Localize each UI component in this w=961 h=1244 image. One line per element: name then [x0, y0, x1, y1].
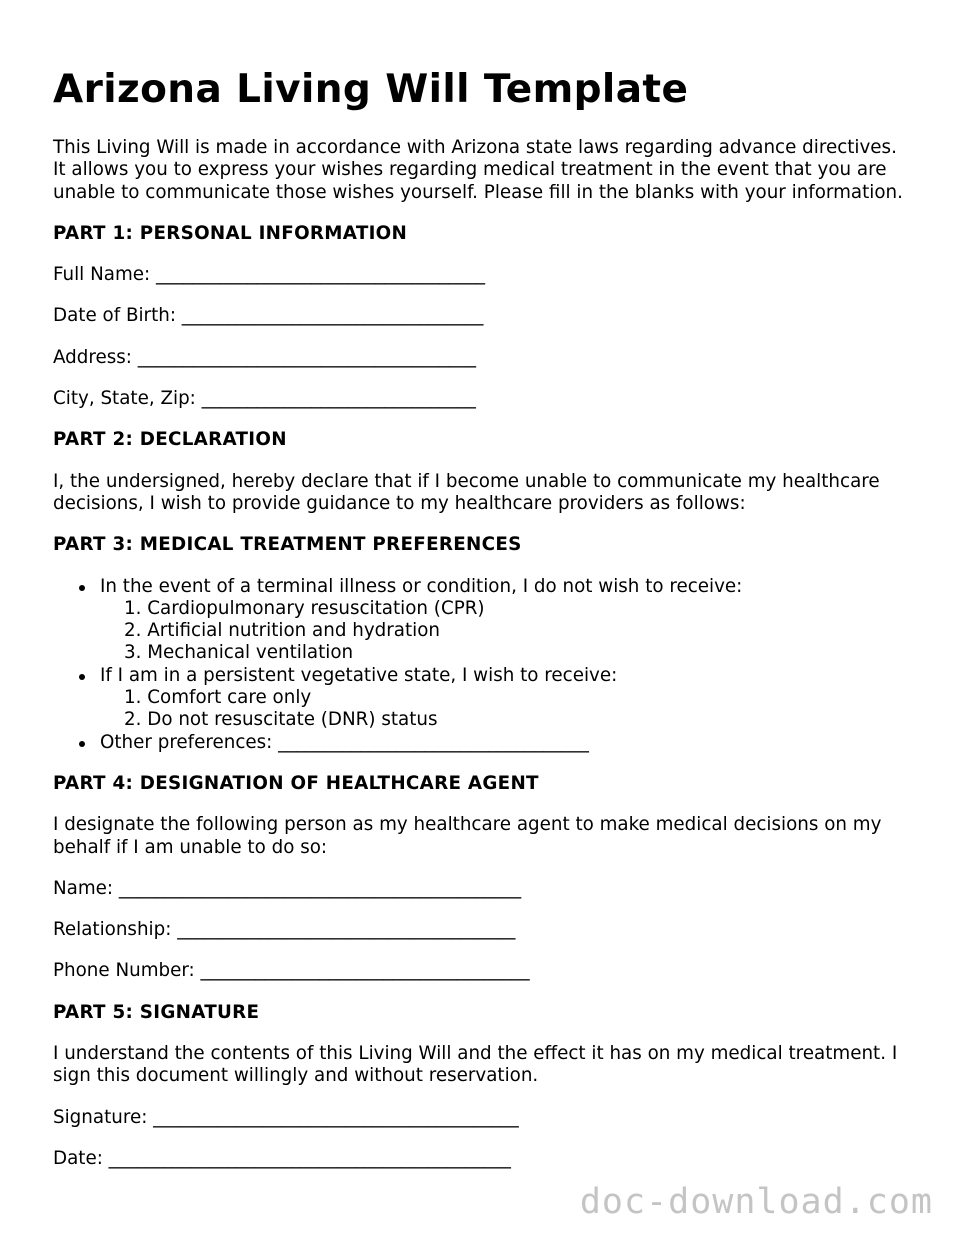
terminal-illness-options [100, 598, 913, 665]
part1-heading: PART 1: PERSONAL INFORMATION [53, 222, 408, 244]
list-item: 1. Cardiopulmonary resuscitation (CPR) [124, 597, 485, 619]
vegetative-state-preference: If I am in a persistent vegetative state, I wish to receive: [100, 664, 618, 686]
agent-designation-text: I designate the following person as my healthcare agent to make medical decisions on my behalf if I am unable to do so: [53, 814, 882, 858]
list-item: 1. Comfort care only [124, 687, 312, 709]
vegetative-state-options [100, 687, 913, 732]
list-item: 2. Artificial nutrition and hydration [124, 620, 440, 642]
agent-phone-field[interactable]: Phone Number: ____________________________________ [53, 960, 530, 982]
address-field[interactable]: Address: _____________________________________ [53, 346, 476, 368]
signature-field[interactable]: Signature: ________________________________________ [53, 1106, 519, 1128]
date-of-birth-field[interactable]: Date of Birth: _________________________________ [53, 305, 484, 327]
part2-heading: PART 2: DECLARATION [53, 429, 287, 451]
full-name-field[interactable]: Full Name: ____________________________________ [53, 264, 486, 286]
declaration-text: I, the undersigned, hereby declare that if I become unable to communicate my healthcare decisions, I wish to provide guidance to my healthcare providers as follows: [53, 470, 880, 514]
city-state-zip-field[interactable]: City, State, Zip: ______________________________ [53, 388, 476, 410]
part4-heading: PART 4: DESIGNATION OF HEALTHCARE AGENT [53, 772, 539, 794]
date-field[interactable]: Date: ____________________________________________ [53, 1147, 511, 1169]
preferences-list [53, 576, 913, 754]
signature-statement: I understand the contents of this Living Will and the effect it has on my medical treatment. I sign this document willingly and without reservation. [53, 1043, 898, 1087]
agent-name-field[interactable]: Name: ____________________________________________ [53, 877, 522, 899]
list-item [100, 665, 913, 732]
document-title: Arizona Living Will Template [53, 67, 689, 112]
intro-paragraph: This Living Will is made in accordance with Arizona state laws regarding advance directives. It allows you to express your wishes regarding medical treatment in the event that you are unable to communicate those wishes yourself. Please fill in the blanks with your information. [53, 137, 903, 203]
list-item [100, 576, 913, 665]
terminal-illness-preference: In the event of a terminal illness or condition, I do not wish to receive: [100, 575, 743, 597]
list-item: 2. Do not resuscitate (DNR) status [124, 709, 438, 731]
document-page [53, 66, 913, 1170]
other-preferences-field[interactable]: Other preferences: __________________________________ [100, 732, 913, 754]
list-item: 3. Mechanical ventilation [124, 642, 354, 664]
agent-relationship-field[interactable]: Relationship: _____________________________________ [53, 919, 516, 941]
part5-heading: PART 5: SIGNATURE [53, 1001, 260, 1023]
watermark: doc-download.com [579, 1182, 933, 1222]
part3-heading: PART 3: MEDICAL TREATMENT PREFERENCES [53, 534, 522, 556]
